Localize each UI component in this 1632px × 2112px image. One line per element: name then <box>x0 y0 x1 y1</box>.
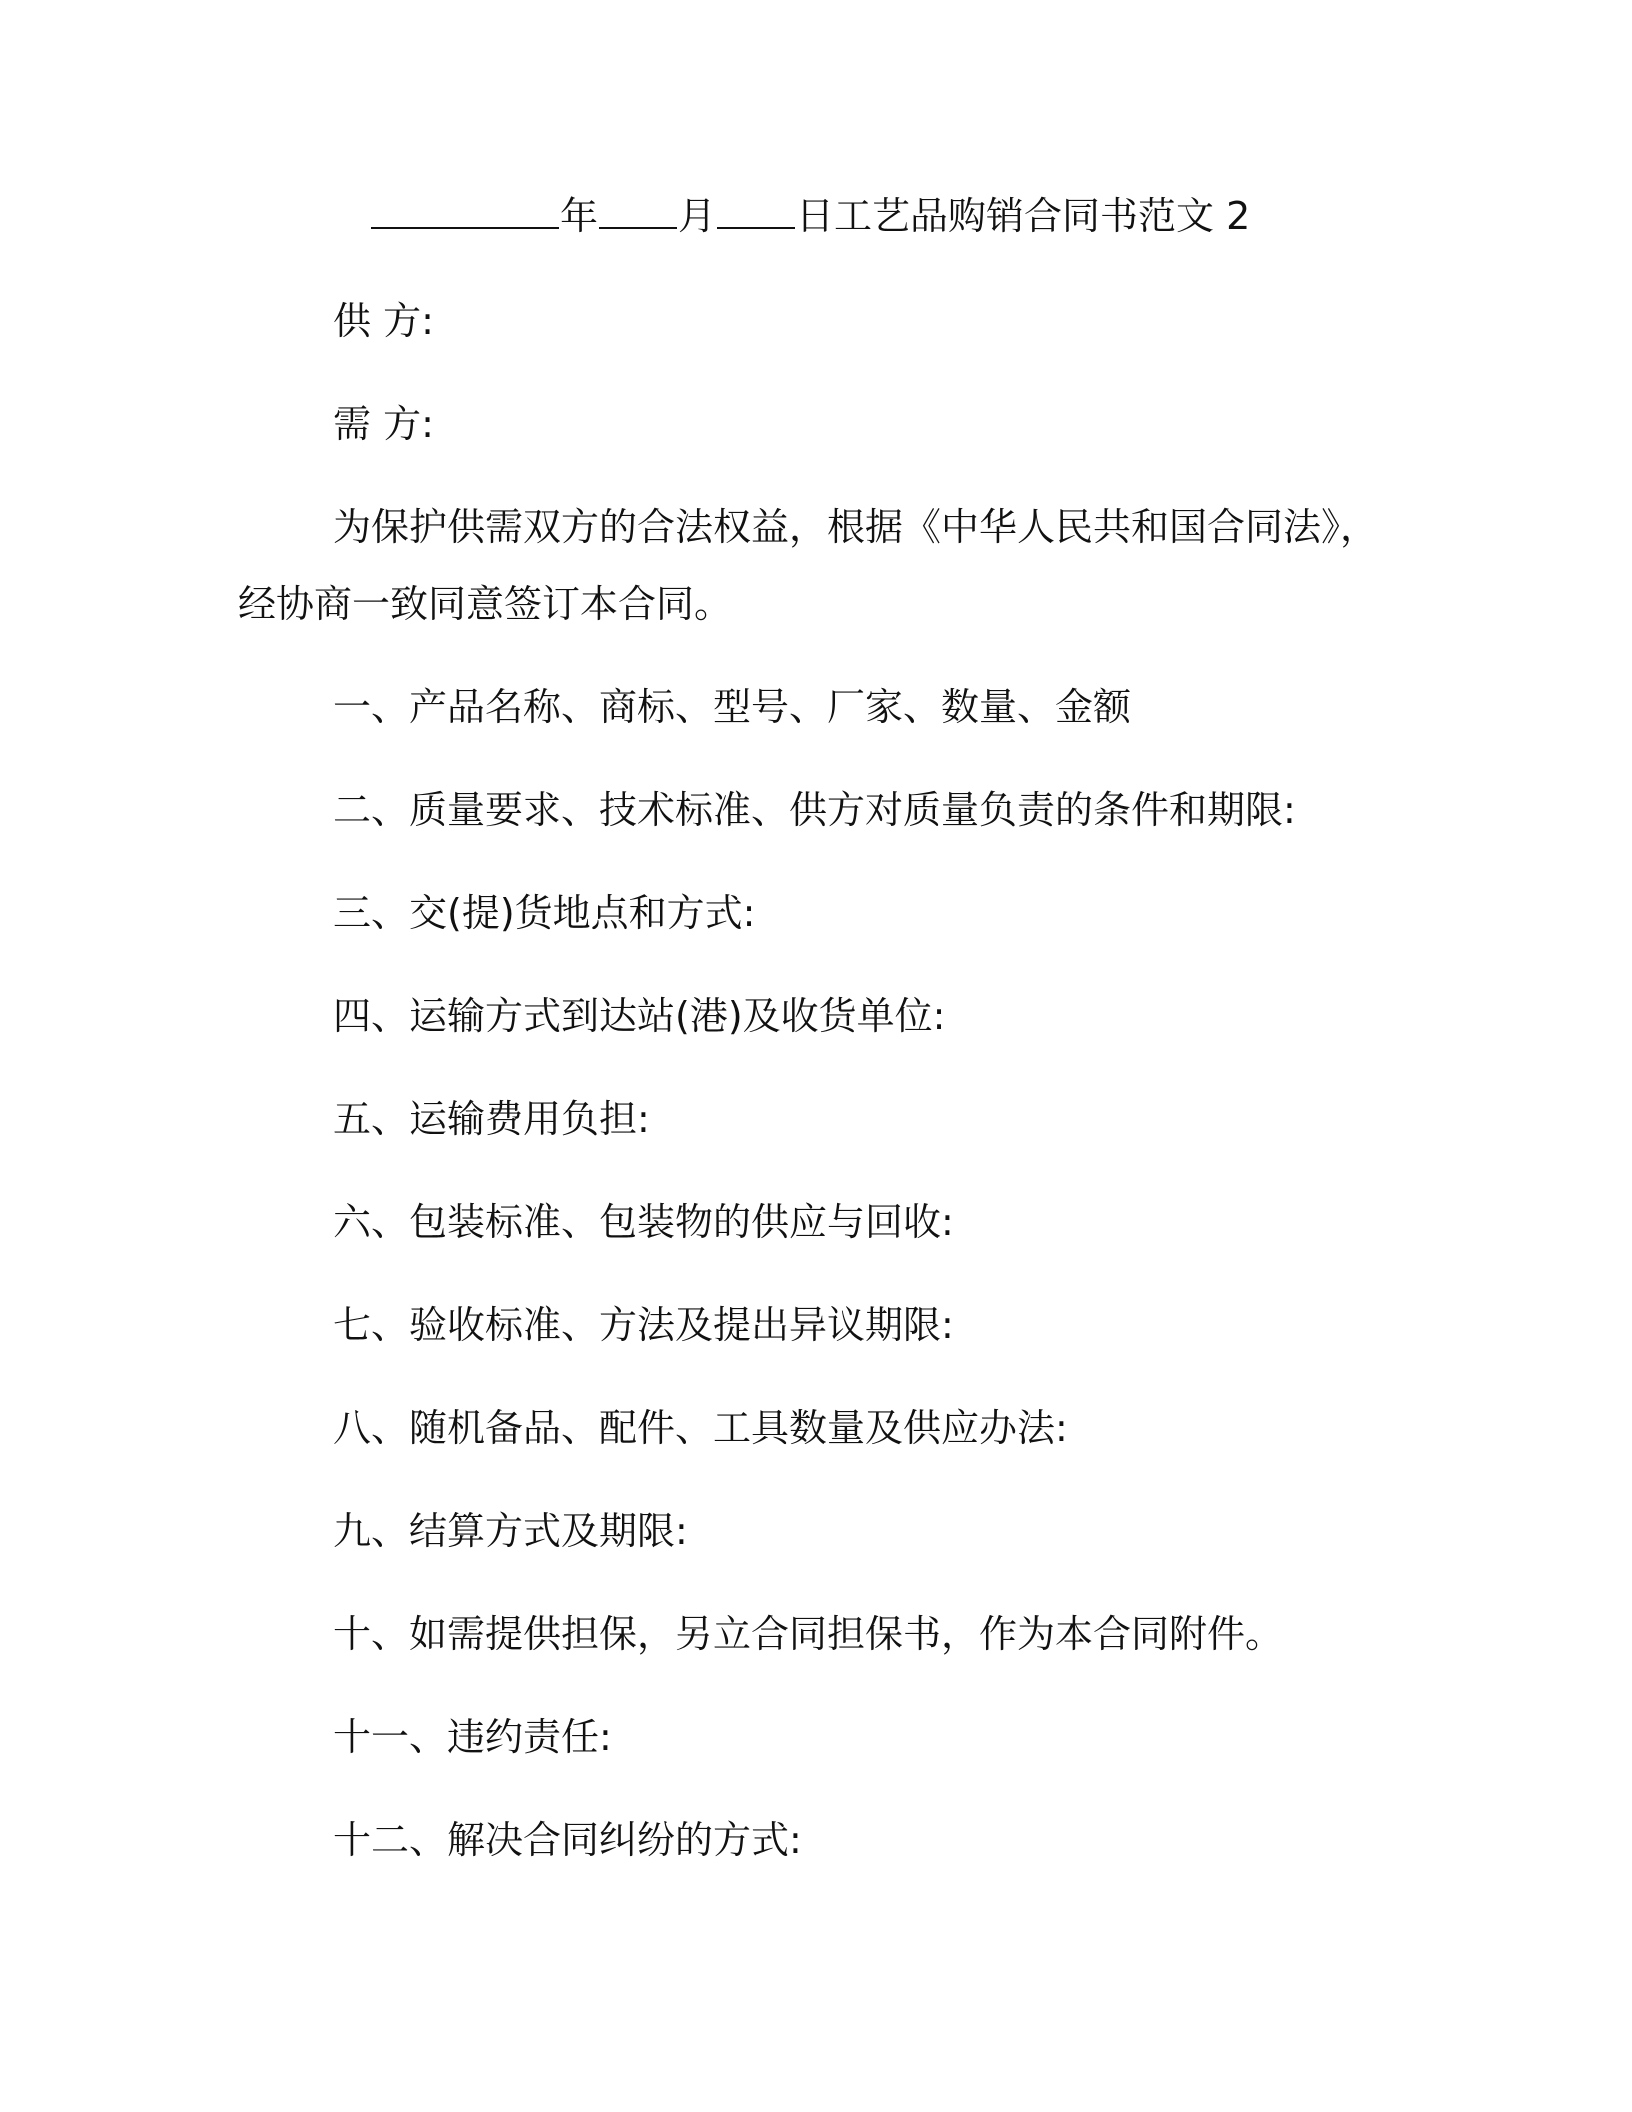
title-text: 日工艺品购销合同书范文 2 <box>796 194 1251 238</box>
month-unit: 月 <box>678 194 717 238</box>
clause-2: 二、质量要求、技术标准、供方对质量负责的条件和期限: <box>333 788 1296 832</box>
year-blank <box>371 193 559 229</box>
clause-3: 三、交(提)货地点和方式: <box>333 891 756 935</box>
clause-11: 十一、违约责任: <box>333 1715 612 1759</box>
preamble-line-2: 经协商一致同意签订本合同。 <box>238 582 733 626</box>
clause-10: 十、如需提供担保，另立合同担保书，作为本合同附件。 <box>333 1612 1284 1656</box>
supplier-line: 供 方: <box>333 299 434 343</box>
clause-9: 九、结算方式及期限: <box>333 1509 688 1553</box>
clause-5: 五、运输费用负担: <box>333 1097 650 1141</box>
clause-4: 四、运输方式到达站(港)及收货单位: <box>333 994 946 1038</box>
month-blank <box>599 193 677 229</box>
day-blank <box>717 193 795 229</box>
document-title <box>370 192 1250 240</box>
clause-1: 一、产品名称、商标、型号、厂家、数量、金额 <box>333 685 1132 729</box>
preamble-line-1: 为保护供需双方的合法权益，根据《中华人民共和国合同法》， <box>333 505 1379 549</box>
year-unit: 年 <box>560 194 599 238</box>
clause-12: 十二、解决合同纠纷的方式: <box>333 1818 802 1862</box>
buyer-line: 需 方: <box>333 402 434 446</box>
clause-6: 六、包装标准、包装物的供应与回收: <box>333 1200 954 1244</box>
clause-8: 八、随机备品、配件、工具数量及供应办法: <box>333 1406 1068 1450</box>
clause-7: 七、验收标准、方法及提出异议期限: <box>333 1303 954 1347</box>
